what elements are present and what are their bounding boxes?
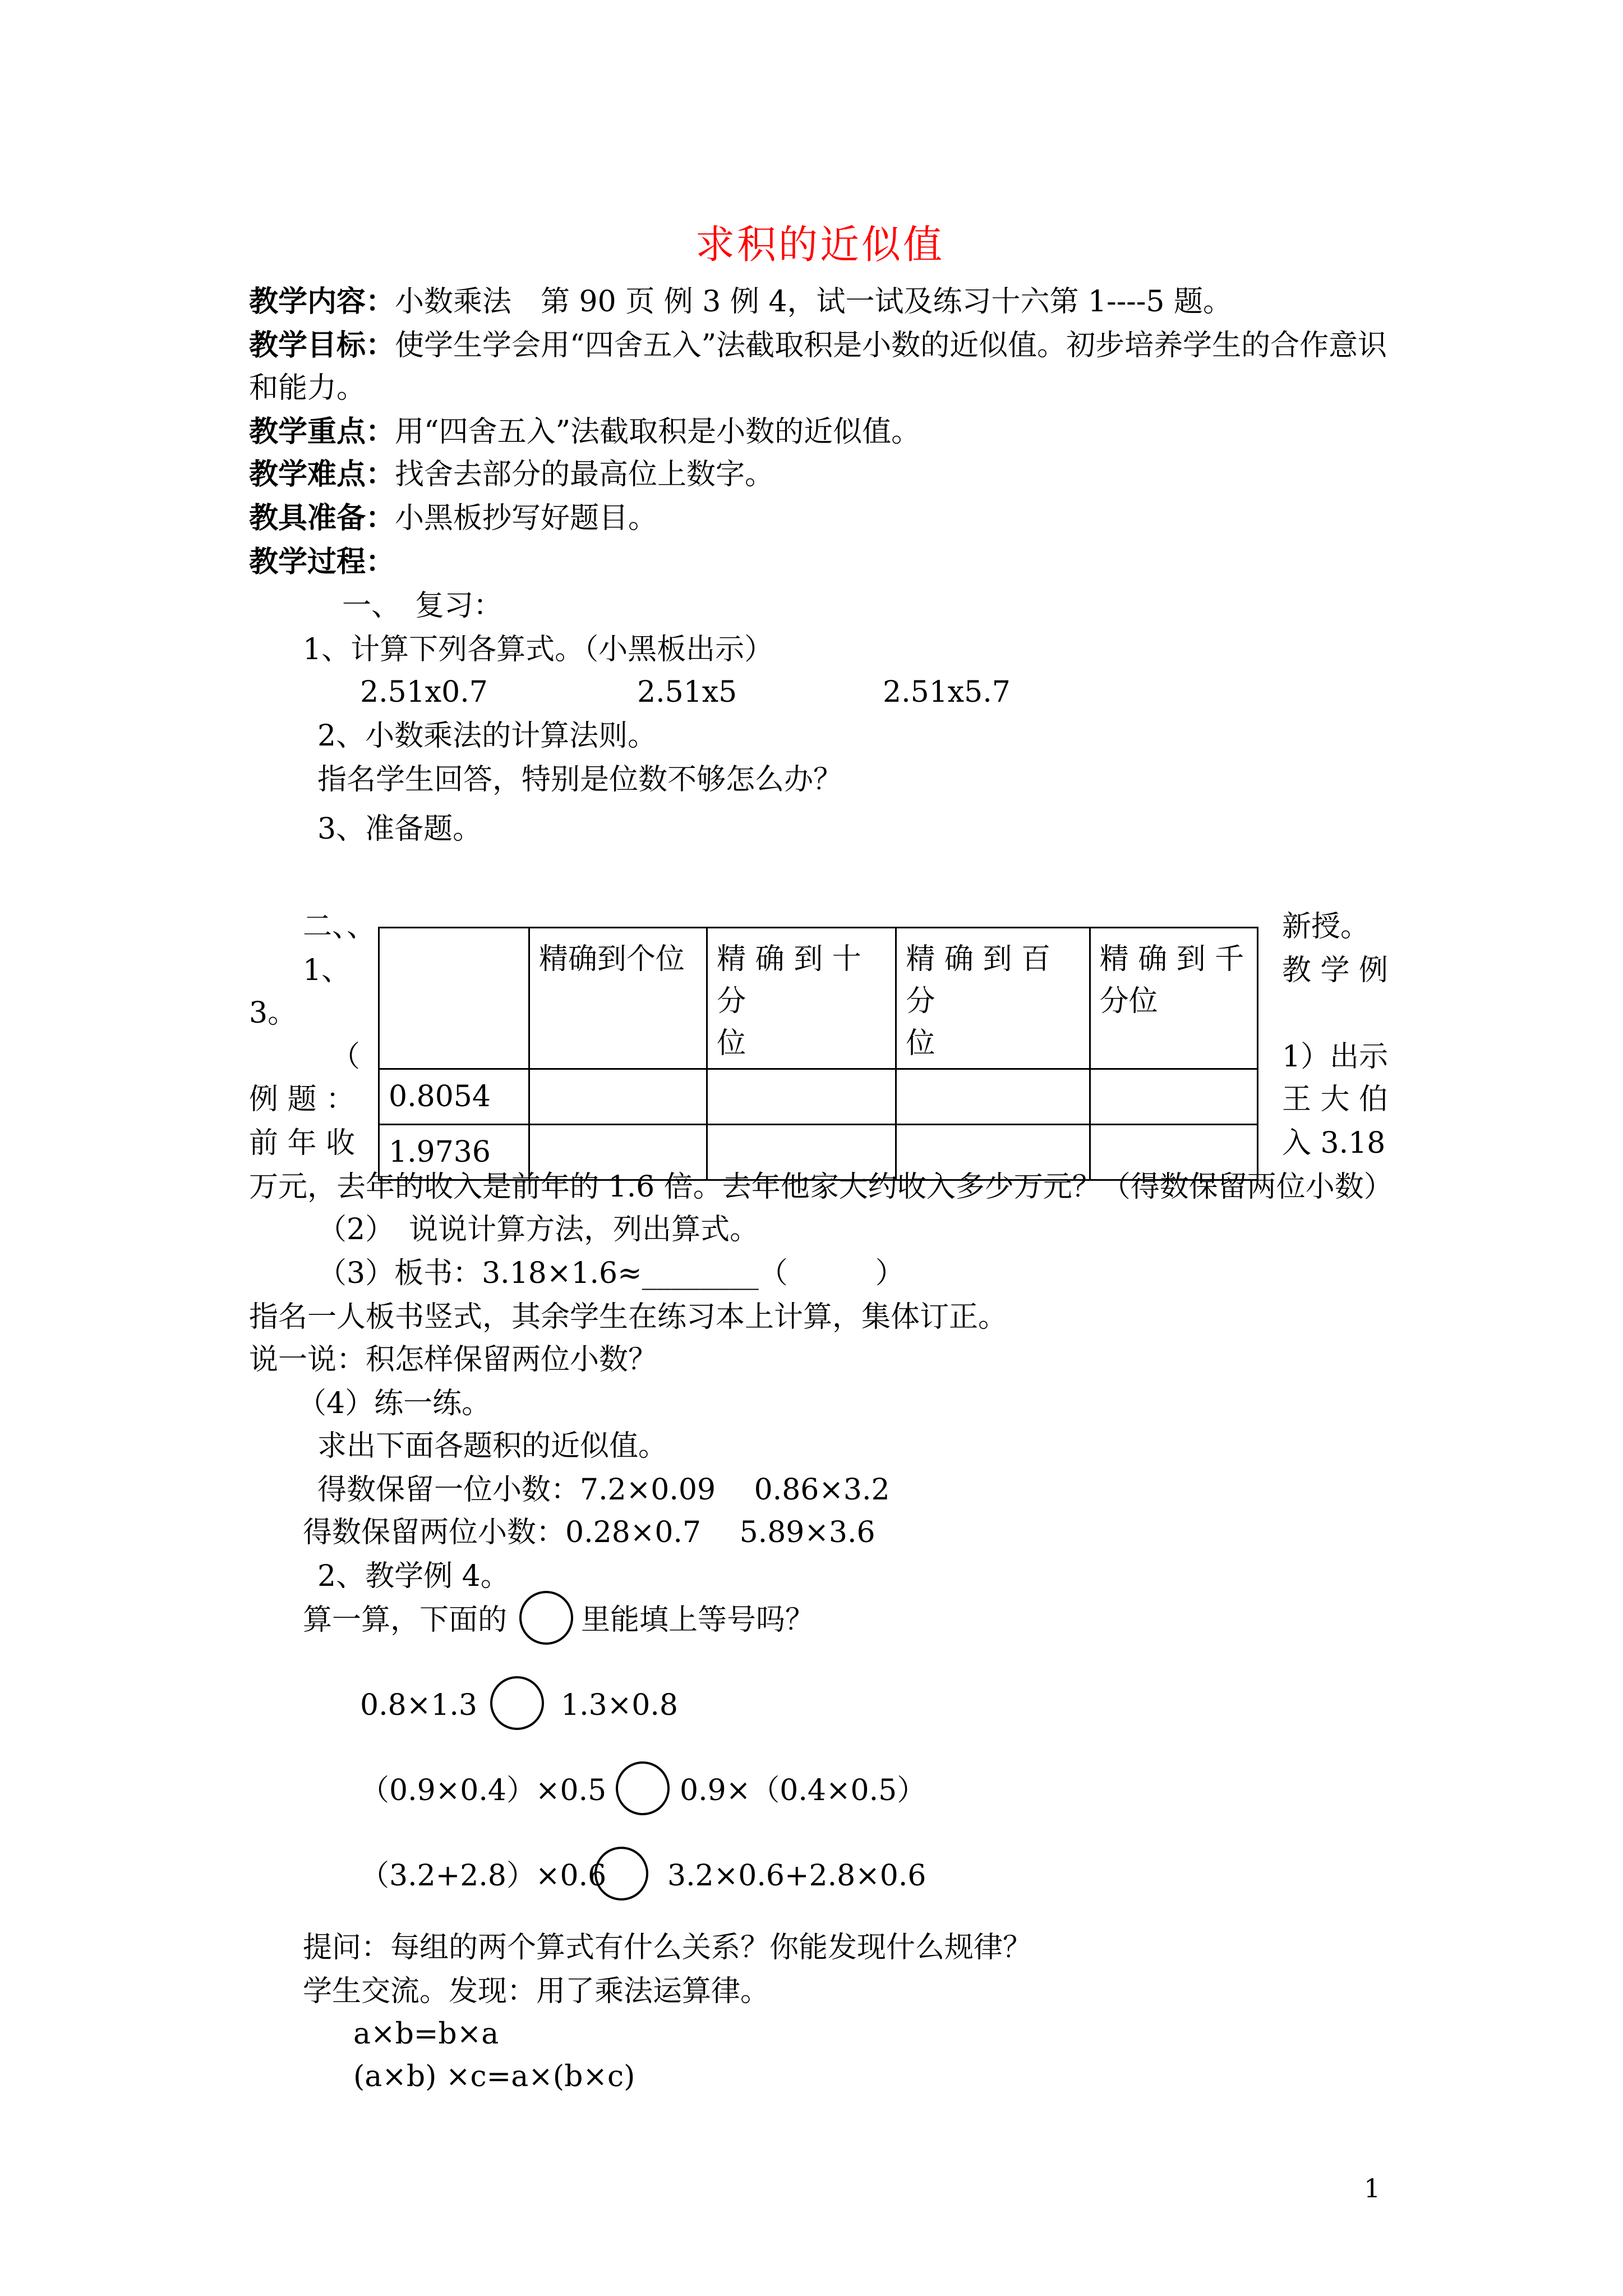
- tools-label: 教具准备：: [249, 501, 395, 535]
- wrap-left-3: 3。: [249, 996, 297, 1030]
- table-cell: [529, 1069, 707, 1125]
- example4-law-associative: (a×b) ×c=a×(b×c): [353, 2060, 635, 2093]
- tools-text: 小黑板抄写好题目。: [395, 501, 658, 535]
- example4-discover: 学生交流。发现：用了乘法运算律。: [303, 1975, 770, 2008]
- table-header-cell: 精 确 到 百 分 位: [896, 928, 1090, 1069]
- wrap-left-4: （: [331, 1040, 361, 1074]
- example4-row1-left: 0.8×1.3: [360, 1688, 477, 1722]
- key-text: 用“四舍五入”法截取积是小数的近似值。: [395, 415, 921, 449]
- example3-step2: （2） 说说计算方法，列出算式。: [317, 1213, 759, 1246]
- difficulty-text: 找舍去部分的最高位上数字。: [395, 458, 774, 491]
- example4-row2-right: 0.9×（0.4×0.5）: [680, 1774, 926, 1807]
- example3-step3: （3）板书：3.18×1.6≈________（ ）: [317, 1257, 905, 1290]
- wrap-right-4: 王 大 伯: [1282, 1083, 1389, 1116]
- review-heading: 一、 复习：: [342, 589, 503, 623]
- table-cell: [896, 1069, 1090, 1125]
- wrap-left-6: 前 年 收: [249, 1126, 356, 1160]
- page-title: 求积的近似值: [695, 222, 944, 268]
- review-expr-3: 2.51x5.7: [883, 675, 1011, 709]
- table-cell: [1090, 1069, 1257, 1125]
- example3-two-decimal: 得数保留两位小数：0.28×0.7 5.89×3.6: [303, 1516, 875, 1549]
- wrap-left-5: 例 题 ：: [249, 1083, 356, 1116]
- review-item-2: 2、小数乘法的计算法则。: [317, 719, 657, 753]
- review-item-2-detail: 指名学生回答，特别是位数不够怎么办？: [317, 763, 843, 797]
- goal-label: 教学目标：: [249, 328, 395, 362]
- table-cell: 1.9736: [379, 1125, 529, 1180]
- table-row: [379, 1069, 1258, 1125]
- table-header-cell: 精 确 到 十 分 位: [707, 928, 896, 1069]
- blank-circle: [616, 1761, 670, 1815]
- difficulty-line: [249, 457, 774, 493]
- wrap-left-2: 1、: [303, 954, 351, 987]
- tools-line: [249, 500, 657, 536]
- example3-step4: （4）练一练。: [297, 1387, 491, 1420]
- example4-row2-left: （0.9×0.4）×0.5: [360, 1774, 607, 1807]
- precision-table: [378, 927, 1258, 1181]
- key-line: [249, 414, 920, 450]
- example4-prompt-a: 算一算，下面的: [303, 1603, 508, 1637]
- process-label: 教学过程：: [249, 545, 395, 579]
- table-header-cell: 精 确 到 千 分位: [1090, 928, 1257, 1069]
- example4-prompt-b: 里能填上等号吗？: [581, 1603, 815, 1637]
- wrap-right-1: 新授。: [1282, 910, 1370, 944]
- goal-text-1: 使学生学会用“四舍五入”法截取积是小数的近似值。初步培养学生的合作意识: [395, 329, 1387, 362]
- example3-board: 指名一人板书竖式，其余学生在练习本上计算，集体订正。: [249, 1300, 1008, 1334]
- wrap-left-1: 二、、: [303, 910, 376, 944]
- blank-circle: [519, 1591, 573, 1645]
- example4-question: 提问：每组的两个算式有什么关系？你能发现什么规律？: [303, 1931, 1032, 1964]
- table-header-cell: [379, 928, 529, 1069]
- example4-heading: 2、教学例 4。: [317, 1559, 510, 1593]
- wrap-right-5: 入 3.18: [1282, 1126, 1386, 1160]
- content-text: 小数乘法 第 90 页 例 3 例 4，试一试及练习十六第 1----5 题。: [395, 285, 1233, 319]
- example4-law-commutative: a×b=b×a: [353, 2017, 499, 2051]
- review-item-1: 1、计算下列各算式。（小黑板出示）: [303, 633, 774, 666]
- table-header-row: [379, 928, 1258, 1069]
- table-header-cell: 精确到个位: [529, 928, 707, 1069]
- content-label: 教学内容：: [249, 284, 395, 319]
- goal-text-2: 和能力。: [249, 371, 366, 405]
- example3-ask: 求出下面各题积的近似值。: [317, 1429, 668, 1463]
- review-item-3: 3、准备题。: [317, 812, 482, 846]
- example4-row3-right: 3.2×0.6+2.8×0.6: [667, 1859, 926, 1893]
- goal-line: [249, 328, 1387, 364]
- table-cell: 0.8054: [379, 1069, 529, 1125]
- example3-text: 万元，去年的收入是前年的 1.6 倍。去年他家大约收入多少万元？（得数保留两位小数）: [249, 1170, 1393, 1204]
- blank-circle: [490, 1676, 544, 1730]
- wrap-right-3: 1）出示: [1282, 1040, 1389, 1074]
- content-line: [249, 284, 1232, 320]
- page-number: 1: [1364, 2173, 1381, 2203]
- blank-circle: [594, 1847, 648, 1901]
- example4-row3-left: （3.2+2.8）×0.6: [360, 1859, 607, 1893]
- example3-one-decimal: 得数保留一位小数：7.2×0.09 0.86×3.2: [317, 1473, 890, 1507]
- example4-row1-right: 1.3×0.8: [561, 1688, 678, 1722]
- wrap-right-2: 教 学 例: [1282, 954, 1389, 987]
- key-label: 教学重点：: [249, 415, 395, 449]
- example3-say: 说一说：积怎样保留两位小数？: [249, 1343, 658, 1377]
- review-expr-1: 2.51x0.7: [360, 675, 488, 709]
- table-cell: [707, 1069, 896, 1125]
- difficulty-label: 教学难点：: [249, 457, 395, 491]
- review-expr-2: 2.51x5: [637, 675, 737, 709]
